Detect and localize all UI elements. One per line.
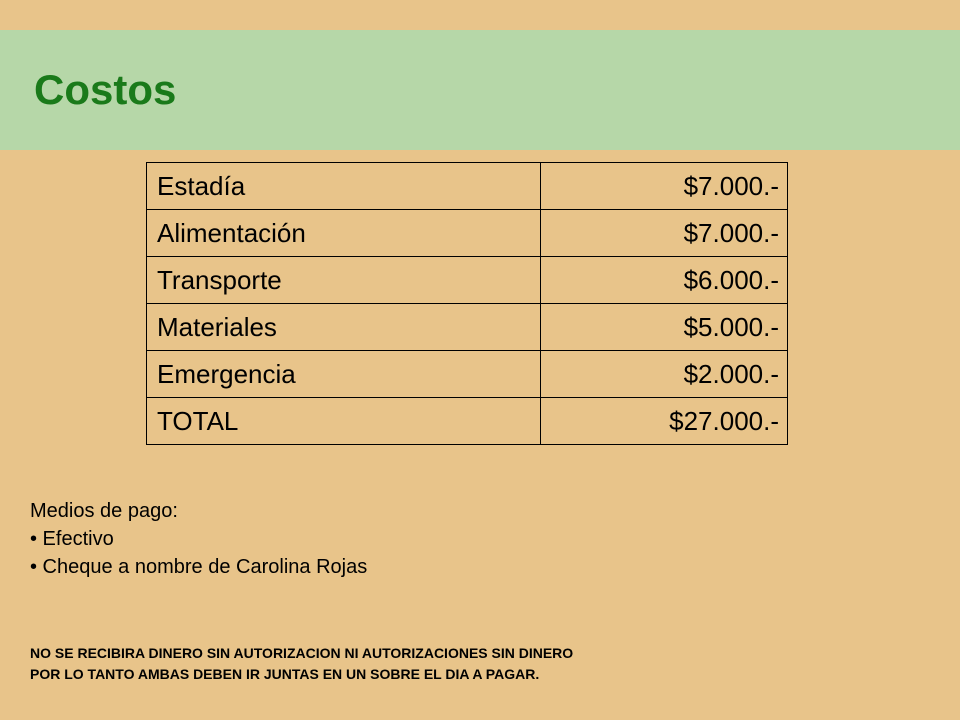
table-row	[147, 163, 788, 210]
table-row	[147, 257, 788, 304]
cost-label: Estadía	[147, 163, 541, 210]
cost-label: Alimentación	[147, 210, 541, 257]
table-row	[147, 351, 788, 398]
total-label: TOTAL	[147, 398, 541, 445]
payment-option-cash: • Efectivo	[30, 528, 114, 550]
notice-line: NO SE RECIBIRA DINERO SIN AUTORIZACION NI AUTORIZACIONES SIN DINERO	[30, 645, 574, 661]
notice-line: POR LO TANTO AMBAS DEBEN IR JUNTAS EN UN SOBRE EL DIA A PAGAR.	[30, 666, 540, 682]
cost-amount: $5.000.-	[541, 304, 788, 351]
payment-methods	[30, 497, 367, 581]
cost-amount: $2.000.-	[541, 351, 788, 398]
cost-amount: $7.000.-	[541, 163, 788, 210]
payment-notice	[30, 643, 573, 685]
cost-amount: $7.000.-	[541, 210, 788, 257]
table-row	[147, 210, 788, 257]
payment-heading: Medios de pago:	[30, 500, 178, 522]
cost-label: Materiales	[147, 304, 541, 351]
slide-title: Costos	[34, 66, 177, 113]
table-row	[147, 304, 788, 351]
total-amount: $27.000.-	[541, 398, 788, 445]
cost-label: Emergencia	[147, 351, 541, 398]
payment-option-check: • Cheque a nombre de Carolina Rojas	[30, 556, 368, 578]
total-row	[147, 398, 788, 445]
cost-amount: $6.000.-	[541, 257, 788, 304]
costs-table	[146, 162, 788, 445]
cost-label: Transporte	[147, 257, 541, 304]
